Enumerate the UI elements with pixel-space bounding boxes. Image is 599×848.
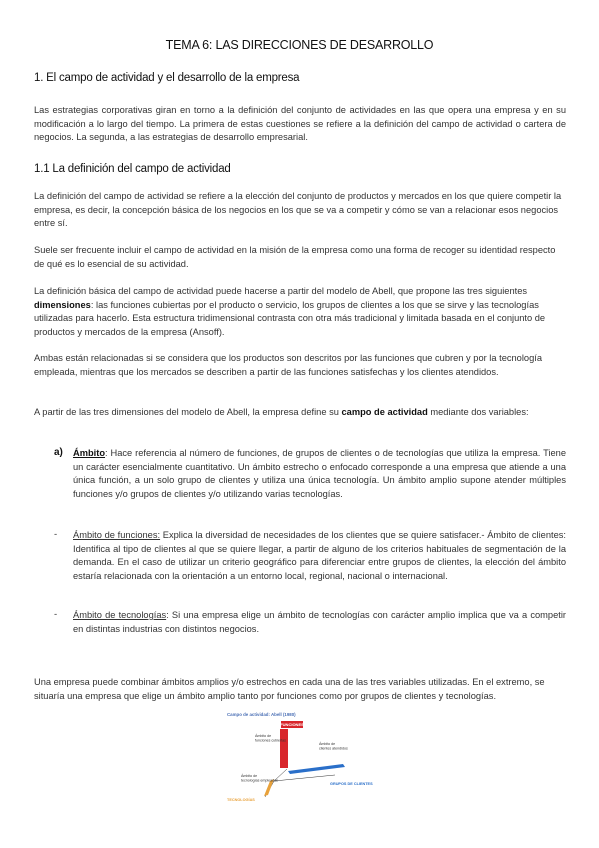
list-item-ambito-tecnologias: Ámbito de tecnologías: Si una empresa elige un ámbito de tecnologías con carácter amplio implica que va a competir en distintas industrias con distintos negocios.: [73, 610, 566, 634]
paragraph-related: Ambas están relacionadas si se considera que los productos son descritos por las funciones que cubren y por la tecnología empleada, mientras que los mercados se describen a partir de las funciones satisfechas y los clientes atendidos.: [34, 353, 543, 377]
ambito-tecnologias-label: Ámbito de tecnologías empleadas: [241, 774, 278, 783]
list-marker-a: a): [54, 447, 63, 458]
tecnologias-label: TECNOLOGÍAS: [227, 798, 255, 802]
page-title: TEMA 6: LAS DIRECCIONES DE DESARROLLO: [165, 38, 434, 52]
paragraph-definition: La definición del campo de actividad se refiere a la elección del conjunto de productos y mercados en los que quiere competir la empresa, es decir, la concepción básica de los negocios en los que se va a competir y cómo se van a relacionar esos negocios entre sí.: [34, 191, 562, 229]
closing-paragraph: Una empresa puede combinar ámbitos amplios y/o estrechos en cada una de las tres variables utilizadas. En el extremo, se situaría una empresa que elige un ámbito amplio tanto por funciones como por grupos de clientes y tecnologías.: [34, 677, 545, 701]
list-item-ambito: Ámbito: Hace referencia al número de funciones, de grupos de clientes o de tecnologías que utiliza la empresa. Tiene un carácter esencialmente cuantitativo. Un ámbito estrecho o enfocado corresponde a una empresa que atiende a una única función, a un solo grupo de clientes y utiliza una única tecnología. Un ámbito amplio supone atender múltiples funciones y/o grupos de clientes y/o utilizando varias tecnologías.: [73, 448, 566, 499]
list-item-ambito-funciones: Ámbito de funciones: Explica la diversidad de necesidades de los clientes que se quiere satisfacer.- Ámbito de clientes: Identifica al tipo de clientes al que se quiere llegar, a partir de alguno de los criterios habituales de segmentación de la demanda. En el caso de utilizar un criterio geográfico para diferenciar entre grupos de clientes, la elección del ámbito estaría relacionada con la orientación a un entorno local, regional, nacional o internacional.: [73, 530, 567, 581]
dash-marker-2: -: [54, 609, 58, 620]
term-ambito-tecnologias: Ámbito de tecnologías: [73, 610, 167, 620]
clientes-bar: [288, 764, 345, 774]
axis-line-clientes: [274, 775, 335, 781]
ambito-funciones-label: Ámbito de funciones cubiertas: [255, 734, 286, 743]
bold-dimensiones: dimensiones: [34, 299, 91, 310]
ambito-clientes-label: Ámbito de clientes atendidos: [319, 742, 348, 751]
section-1-1-heading: 1.1 La definición del campo de actividad: [34, 163, 231, 175]
abell-model-figure: [225, 711, 373, 803]
term-ambito: Ámbito: [73, 448, 106, 458]
paragraph-abell: La definición básica del campo de actividad puede hacerse a partir del modelo de Abell, que propone las tres siguientes dimensiones: las funciones cubiertas por el producto o servicio, los grupos de clientes a los que se sirve y las tecnologías utilizadas para hacerlo. Esta estructura tridimensional contrasta con otra más tradicional y limitada basada en el conjunto de productos y mercados de la empresa (Ansoff).: [34, 286, 546, 337]
grupos-clientes-label: GRUPOS DE CLIENTES: [330, 782, 373, 786]
funciones-bar: [280, 729, 288, 768]
dash-marker-1: -: [54, 529, 58, 540]
paragraph-mission: Suele ser frecuente incluir el campo de actividad en la misión de la empresa como una forma de recoger su identidad respecto de qué es lo esencial de su actividad.: [34, 245, 556, 269]
ambito-clientes-label-line: clientes atendidos: [319, 746, 348, 751]
figure-title: Campo de actividad: Abell (1980): [227, 712, 296, 717]
ambito-funciones-label-line: funciones cubiertas: [255, 738, 286, 743]
funciones-label: FUNCIONES: [280, 722, 304, 728]
term-ambito-funciones: Ámbito de funciones:: [73, 530, 161, 540]
paragraph-variables: A partir de las tres dimensiones del modelo de Abell, la empresa define su campo de actividad mediante dos variables:: [34, 407, 529, 417]
bold-campo-actividad: campo de actividad: [341, 407, 428, 417]
ambito-tecnologias-label-line: tecnologías empleadas: [241, 778, 278, 783]
section-1-heading: 1. El campo de actividad y el desarrollo de la empresa: [34, 72, 300, 84]
section-1-paragraph: Las estrategias corporativas giran en torno a la definición del conjunto de actividades en las que opera una empresa y en su modificación a lo largo del tiempo. La primera de estas cuestiones se refiere a la definición del campo de actividad o cartera de negocios. La segunda, a las estrategias de desarrollo empresarial.: [34, 105, 566, 143]
